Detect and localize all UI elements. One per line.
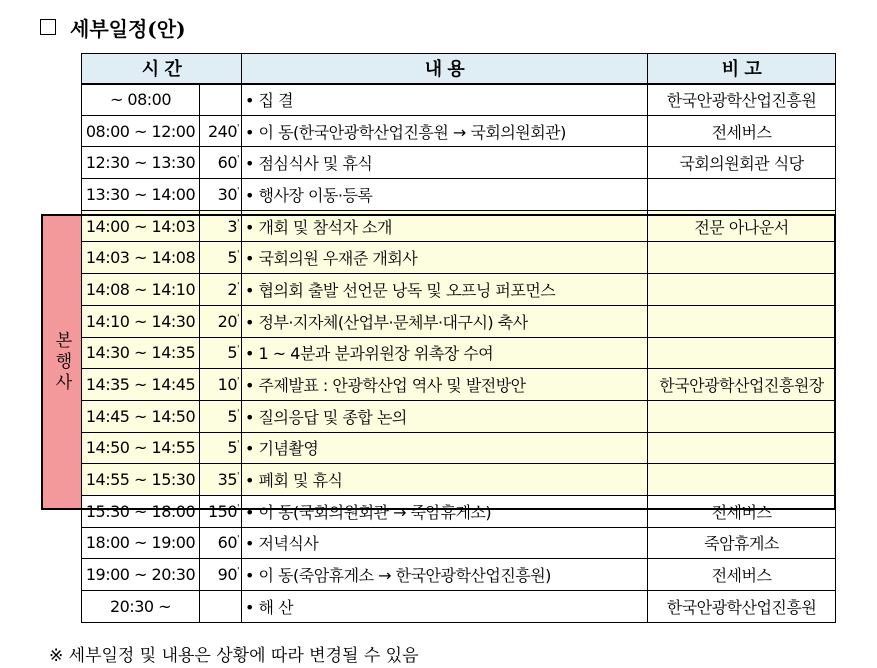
minute-mark: ' (237, 408, 239, 419)
table-row (82, 179, 836, 211)
table-row (82, 369, 836, 401)
heading-title: 세부일정(안) (70, 16, 186, 41)
minute-mark: ' (237, 471, 239, 482)
row-time: 13:30 ~ 14:00 (82, 179, 200, 211)
row-duration (200, 400, 242, 432)
row-duration (200, 115, 242, 147)
row-content: • 집 결 (242, 84, 648, 116)
checkbox-icon (40, 19, 56, 35)
row-note: 국회의원회관 식당 (648, 147, 836, 179)
row-duration (200, 179, 242, 211)
minute-mark: ' (237, 535, 239, 546)
row-time: 14:50 ~ 14:55 (82, 432, 200, 464)
row-note (648, 305, 836, 337)
row-duration (200, 337, 242, 369)
row-time: 20:30 ~ (82, 591, 200, 623)
duration-value: 150 (207, 501, 238, 521)
minute-mark: ' (237, 566, 239, 577)
row-content: • 개회 및 참석자 소개 (242, 210, 648, 242)
minute-mark: ' (237, 123, 239, 134)
row-duration (200, 464, 242, 496)
minute-mark: ' (237, 345, 239, 356)
duration-value: 30 (217, 184, 238, 204)
row-note (648, 337, 836, 369)
row-time: 14:03 ~ 14:08 (82, 242, 200, 274)
duration-value: 5 (227, 438, 238, 458)
row-duration (200, 527, 242, 559)
row-time: 14:55 ~ 15:30 (82, 464, 200, 496)
row-duration (200, 210, 242, 242)
row-duration (200, 147, 242, 179)
row-time: ~ 08:00 (82, 84, 200, 116)
table-row (82, 527, 836, 559)
minute-mark: ' (237, 440, 239, 451)
footnote: ※ 세부일정 및 내용은 상황에 따라 변경될 수 있음 (49, 646, 419, 666)
table-row (82, 210, 836, 242)
duration-value: 240 (207, 121, 238, 141)
minute-mark: ' (237, 218, 239, 229)
row-note: 죽암휴게소 (648, 527, 836, 559)
row-note (648, 179, 836, 211)
row-note: 한국안광학산업진흥원장 (648, 369, 836, 401)
minute-mark: ' (237, 154, 239, 165)
table-row (82, 147, 836, 179)
row-time: 14:30 ~ 14:35 (82, 337, 200, 369)
duration-value: 3 (227, 216, 238, 236)
table-row (82, 242, 836, 274)
row-content: • 정부·지자체(산업부·문체부·대구시) 축사 (242, 305, 648, 337)
table-row (82, 84, 836, 116)
row-note: 전세버스 (648, 495, 836, 527)
row-content: • 이 동(한국안광학산업진흥원 → 국회의원회관) (242, 115, 648, 147)
row-duration (200, 242, 242, 274)
row-time: 14:35 ~ 14:45 (82, 369, 200, 401)
minute-mark: ' (237, 186, 239, 197)
row-duration (200, 432, 242, 464)
row-note (648, 274, 836, 306)
table-row (82, 559, 836, 591)
row-time: 14:10 ~ 14:30 (82, 305, 200, 337)
duration-value: 20 (217, 311, 238, 331)
row-duration (200, 591, 242, 623)
row-time: 19:00 ~ 20:30 (82, 559, 200, 591)
row-time: 18:00 ~ 19:00 (82, 527, 200, 559)
row-note: 전세버스 (648, 115, 836, 147)
main-event-label: 본행사 (51, 330, 72, 394)
row-content: • 기념촬영 (242, 432, 648, 464)
row-content: • 점심식사 및 휴식 (242, 147, 648, 179)
schedule-table (81, 53, 836, 623)
row-time: 14:00 ~ 14:03 (82, 210, 200, 242)
minute-mark: ' (237, 249, 239, 260)
row-content: • 해 산 (242, 591, 648, 623)
row-content: • 주제발표 : 안광학산업 역사 및 발전방안 (242, 369, 648, 401)
schedule-heading (40, 12, 186, 42)
row-note: 한국안광학산업진흥원 (648, 84, 836, 116)
duration-value: 2 (227, 279, 238, 299)
row-note (648, 400, 836, 432)
table-header-row (82, 54, 836, 84)
table-row (82, 305, 836, 337)
row-duration (200, 559, 242, 591)
row-content: • 이 동(죽암휴게소 → 한국안광학산업진흥원) (242, 559, 648, 591)
minute-mark: ' (237, 503, 239, 514)
table-row (82, 432, 836, 464)
duration-value: 5 (227, 406, 238, 426)
row-time: 08:00 ~ 12:00 (82, 115, 200, 147)
row-duration (200, 274, 242, 306)
row-time: 14:45 ~ 14:50 (82, 400, 200, 432)
duration-value: 5 (227, 248, 238, 268)
row-time: 15:30 ~ 18:00 (82, 495, 200, 527)
main-event-label-cell (41, 214, 81, 510)
row-note (648, 464, 836, 496)
table-row (82, 591, 836, 623)
header-note: 비 고 (648, 54, 836, 84)
header-time: 시 간 (82, 54, 242, 84)
row-content: • 폐회 및 휴식 (242, 464, 648, 496)
minute-mark: ' (237, 376, 239, 387)
minute-mark: ' (237, 313, 239, 324)
table-row (82, 495, 836, 527)
row-note: 전세버스 (648, 559, 836, 591)
row-note: 한국안광학산업진흥원 (648, 591, 836, 623)
row-content: • 질의응답 및 종합 논의 (242, 400, 648, 432)
duration-value: 90 (217, 565, 238, 585)
row-content: • 협의회 출발 선언문 낭독 및 오프닝 퍼포먼스 (242, 274, 648, 306)
table-row (82, 337, 836, 369)
row-duration (200, 495, 242, 527)
table-row (82, 274, 836, 306)
row-time: 14:08 ~ 14:10 (82, 274, 200, 306)
row-content: • 국회의원 우재준 개회사 (242, 242, 648, 274)
row-note (648, 242, 836, 274)
row-content: • 저녁식사 (242, 527, 648, 559)
duration-value: 5 (227, 343, 238, 363)
duration-value: 35 (217, 470, 238, 490)
row-note (648, 432, 836, 464)
row-content: • 행사장 이동·등록 (242, 179, 648, 211)
duration-value: 60 (217, 153, 238, 173)
minute-mark: ' (237, 281, 239, 292)
table-row (82, 400, 836, 432)
row-duration (200, 305, 242, 337)
row-content: • 이 동(국회의원회관 → 죽암휴게소) (242, 495, 648, 527)
row-note: 전문 아나운서 (648, 210, 836, 242)
row-time: 12:30 ~ 13:30 (82, 147, 200, 179)
duration-value: 10 (217, 375, 238, 395)
row-duration (200, 84, 242, 116)
duration-value: 60 (217, 533, 238, 553)
row-duration (200, 369, 242, 401)
table-row (82, 115, 836, 147)
table-row (82, 464, 836, 496)
header-content: 내 용 (242, 54, 648, 84)
schedule-body (82, 84, 836, 623)
row-content: • 1 ~ 4분과 분과위원장 위촉장 수여 (242, 337, 648, 369)
